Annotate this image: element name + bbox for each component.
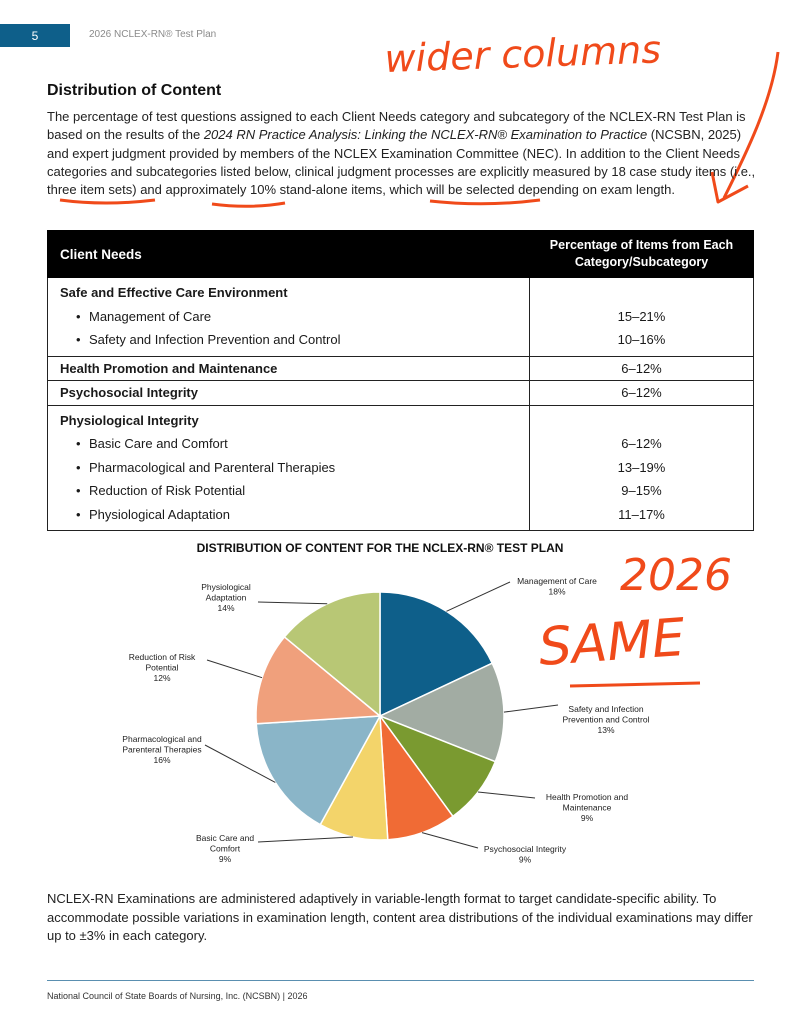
pie-label: Physiological Adaptation 14% [201,582,251,613]
pie-leader-line [504,705,558,712]
pie-leader-line [478,792,535,798]
document-title: 2026 NCLEX-RN® Test Plan [89,29,217,40]
subcategory-name: • Management of Care [76,308,212,324]
pie-label: Management of Care 18% [517,576,597,597]
underlined-case-study: 18 case study [611,163,692,179]
annotation-underline-item-sets [212,203,285,206]
pie-label: Pharmacological and Parenteral Therapies 16% [122,734,202,765]
footnote: NCLEX-RN Examinations are administered adaptively in variable-length format to target candidate-specific ability. To accommodate possible variations in examination length, content area distributions of the individual examinations may differ up to ±3% in each category. [47,891,753,943]
annotation-2026: 2026 [620,550,732,601]
category-name: Safe and Effective Care Environment [60,285,288,300]
pie-label: Reduction of Risk Potential 12% [128,652,196,683]
pie-leader-line [207,660,262,678]
subcategory-name: • Basic Care and Comfort [76,436,228,451]
percentage-value: 6–12% [621,436,662,451]
table-row [48,405,754,531]
percentage-value: 15–21% [617,308,666,324]
subcategory-name: • Physiological Adaptation [76,506,230,522]
table-row [48,356,754,381]
pie-label: Safety and Infection Prevention and Control 13% [562,704,650,735]
footer-divider [47,980,754,981]
section-title: Distribution of Content [47,82,222,99]
annotation-wider-columns: wider columns [383,27,662,81]
percentage-value: 10–16% [617,332,666,347]
pie-label: Basic Care and Comfort 9% [195,833,255,864]
pie-leader-line [258,602,327,604]
subcategory-name: • Reduction of Risk Potential [76,483,246,498]
table-row [48,278,754,357]
intro-paragraph: The percentage of test questions assigned to each Client Needs category and subcategory of the NCLEX-RN Test Plan is based on the results of the 2024 RN Practice Analysis: Linking the NCLEX-RN® Examination to Practice (NCSBN, 2025) and expert judgment provided by members of the NCLEX Examination Committee (NEC). In addition to the Client Needs categories and subcategories listed below, clinical judgment processes are explicitly measured by 18 case study items (i.e., three item sets) and approximately 10% stand-alone items, which will be selected depending on exam length. [47,109,756,198]
percentage-value: 11–17% [618,506,665,522]
percentage-value: 13–19% [617,459,666,475]
footer-text: National Council of State Boards of Nursing, Inc. (NCSBN) | 2026 [47,991,308,1001]
column-header-client-needs: Client Needs [48,231,530,278]
category-name: Physiological Integrity [60,412,199,428]
pie-leader-line [422,833,478,848]
chart-title: DISTRIBUTION OF CONTENT FOR THE NCLEX-RN® TEST PLAN [196,541,564,555]
annotation-same: SAME [536,607,687,678]
subcategory-name: • Safety and Infection Prevention and Control [76,332,341,347]
percentage-value: 9–15% [621,483,662,498]
pie-leader-line [258,837,353,842]
percentage-value: 6–12% [621,385,662,400]
subcategory-name: • Pharmacological and Parenteral Therapies [76,459,336,475]
pie-leader-line [446,582,510,611]
client-needs-table [47,230,754,531]
pie-label: Psychosocial Integrity 9% [483,844,567,865]
category-name: Psychosocial Integrity [60,385,198,400]
page-number: 5 [0,24,70,47]
underlined-standalone: 10% stand-alone [250,182,348,198]
percentage-value: 6–12% [621,360,662,376]
category-name: Health Promotion and Maintenance [60,360,278,376]
column-header-percentage: Percentage of Items from Each Category/Subcategory [530,231,754,278]
annotation-underline-standalone [430,200,540,204]
annotation-underline-case-study [60,200,155,203]
underlined-item-sets: three item sets [47,182,133,198]
pie-label: Health Promotion and Maintenance 9% [545,792,629,823]
table-row [48,381,754,406]
content-distribution-pie-chart [0,560,803,880]
